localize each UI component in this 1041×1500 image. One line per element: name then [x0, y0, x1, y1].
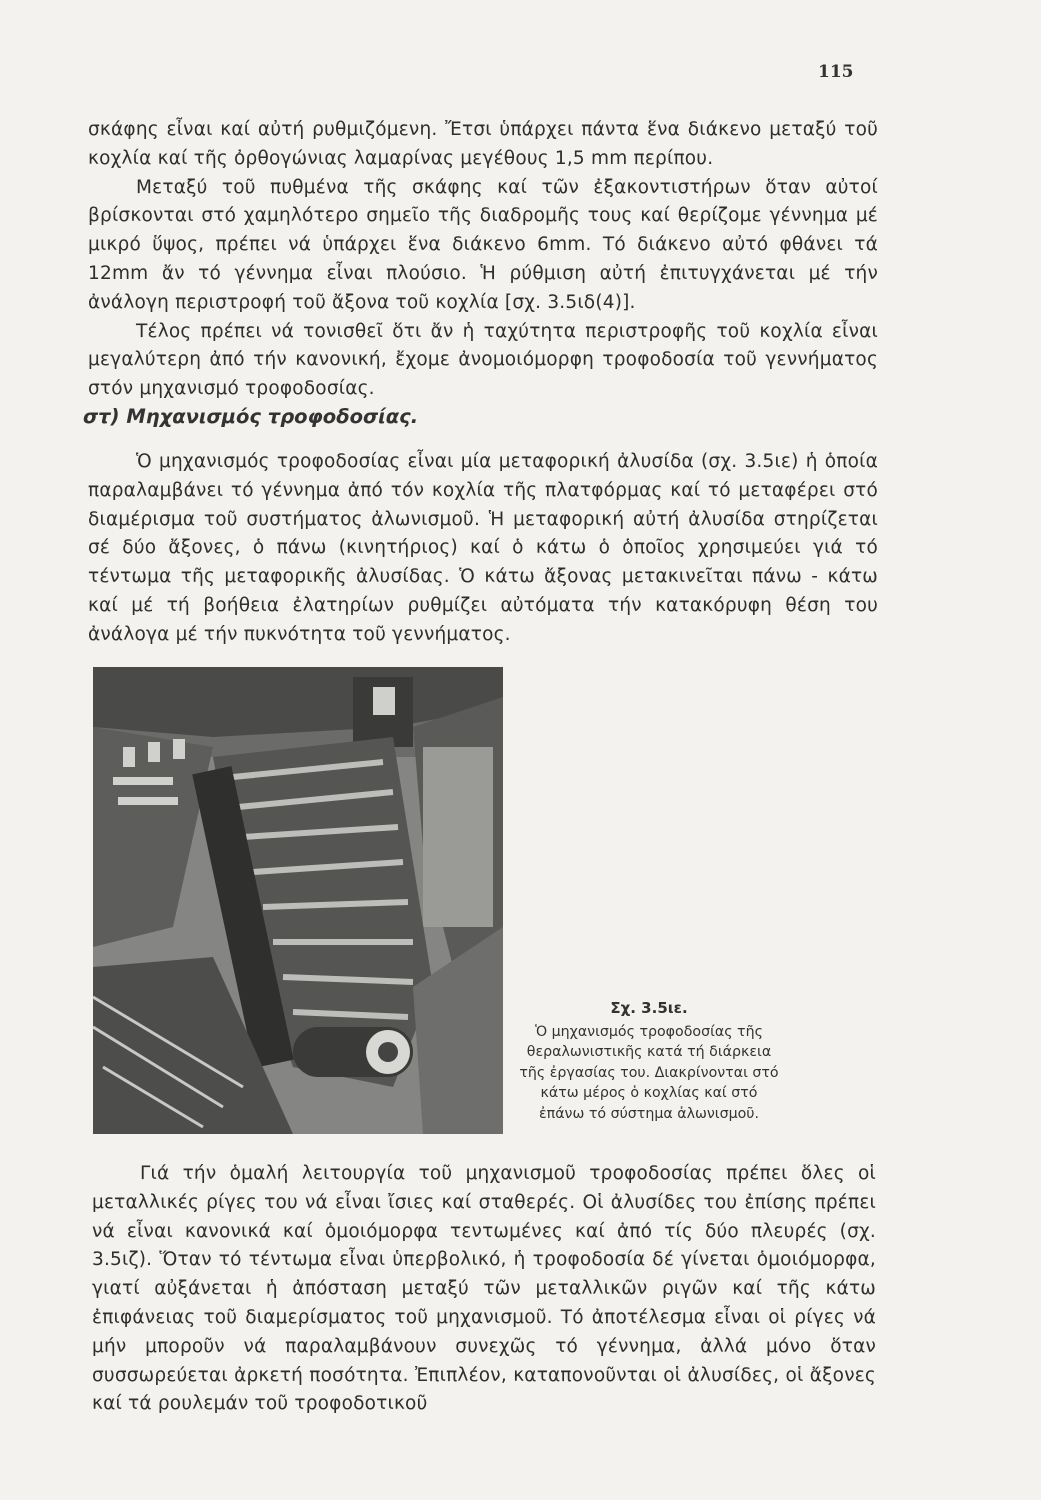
figure-photo [93, 667, 503, 1134]
paragraph: Τέλος πρέπει νά τονισθεῖ ὅτι ἄν ἡ ταχύτητα περιστροφῆς τοῦ κοχλία εἶναι μεγαλύτερη ἀπό τήν κανονική, ἔχομε ἀνομοιόμορφη τροφοδοσία τοῦ γεννήματος στόν μηχανισμό τροφοδοσίας. [88, 320, 878, 400]
paragraph: Μεταξύ τοῦ πυθμένα τῆς σκάφης καί τῶν ἐξακοντιστήρων ὅταν αὐτοί βρίσκονται στό χαμηλότερο σημεῖο τῆς διαδρομῆς τους καί θερίζομε γέννημα μέ μικρό ὕψος, πρέπει νά ὑπάρχει ἕνα διάκενο 6mm. Τό διάκενο αὐτό φθάνει τά 12mm ἄν τό γέννημα εἶναι πλούσιο. Ἡ ρύθμιση αὐτή ἐπιτυγχάνεται μέ τήν ἀνάλογη περιστροφή τοῦ ἄξονα τοῦ κοχλία [σχ. 3.5ιδ(4)]. [88, 176, 878, 313]
text-block-middle [88, 448, 878, 650]
text-block-top [88, 116, 878, 404]
text-block-bottom [92, 1160, 876, 1419]
paragraph: Γιά τήν ὁμαλή λειτουργία τοῦ μηχανισμοῦ τροφοδοσίας πρέπει ὅλες οἱ μεταλλικές ρίγες του νά εἶναι ἴσιες καί σταθερές. Οἱ ἀλυσίδες του ἐπίσης πρέπει νά εἶναι κανονικά καί ὁμοιόμορφα τεντωμένες καί ἀπό τίς δύο πλευρές (σχ. 3.5ιζ). Ὅταν τό τέντωμα εἶναι ὑπερβολικό, ἡ τροφοδοσία δέ γίνεται ὁμοιόμορφα, γιατί αὐξάνεται ἡ ἀπόσταση μεταξύ τῶν μεταλλικῶν ριγῶν καί τῆς κάτω ἐπιφάνειας τοῦ διαμερίσματος τοῦ μηχανισμοῦ. Τό ἀποτέλεσμα εἶναι οἱ ρίγες νά μήν μποροῦν νά παραλαμβάνουν συνεχῶς τό γέννημα, ἀλλά μόνο ὅταν συσσωρεύεται ἀρκετή ποσότητα. Ἐπιπλέον, καταπονοῦνται οἱ ἀλυσίδες, οἱ ἄξονες καί τά ρουλεμάν τοῦ τροφοδοτικοῦ [92, 1163, 876, 1415]
feeder-mechanism-photo [93, 667, 503, 1134]
paragraph: σκάφης εἶναι καί αὐτή ρυθμιζόμενη. Ἔτσι ὑπάρχει πάντα ἕνα διάκενο μεταξύ τοῦ κοχλία καί τῆς ὀρθογώνιας λαμαρίνας μεγέθους 1,5 mm περίπου. [88, 119, 878, 169]
figure-caption [518, 998, 780, 1124]
paragraph: Ὁ μηχανισμός τροφοδοσίας εἶναι μία μεταφορική ἀλυσίδα (σχ. 3.5ιε) ἡ ὁποία παραλαμβάνει τό γέννημα ἀπό τόν κοχλία τῆς πλατφόρμας καί τό μεταφέρει στό διαμέρισμα τοῦ συστήματος ἀλωνισμοῦ. Ἡ μεταφορική αὐτή ἀλυσίδα στηρίζεται σέ δύο ἄξονες, ὁ πάνω (κινητήριος) καί ὁ κάτω ὁ ὁποῖος χρησιμεύει γιά τό τέντωμα τῆς μεταφορικῆς ἀλυσίδας. Ὁ κάτω ἄξονας μετακινεῖται πάνω - κάτω καί μέ τή βοήθεια ἐλατηρίων ρυθμίζει αὐτόματα τήν κατακόρυφη θέση του ἀνάλογα μέ τήν πυκνότητα τοῦ γεννήματος. [88, 451, 878, 645]
page-number: 115 [818, 62, 854, 82]
figure-caption-text: Ὁ μηχανισμός τροφοδοσίας τῆς θεραλωνιστικῆς κατά τή διάρκεια τῆς ἐργασίας του. Διακρίνονται στό κάτω μέρος ὁ κοχλίας καί στό ἐπάνω τό σύστημα ἀλωνισμοῦ. [519, 1023, 779, 1122]
section-heading: στ) Μηχανισμός τροφοδοσίας. [83, 405, 419, 428]
figure-label: Σχ. 3.5ιε. [610, 999, 688, 1017]
